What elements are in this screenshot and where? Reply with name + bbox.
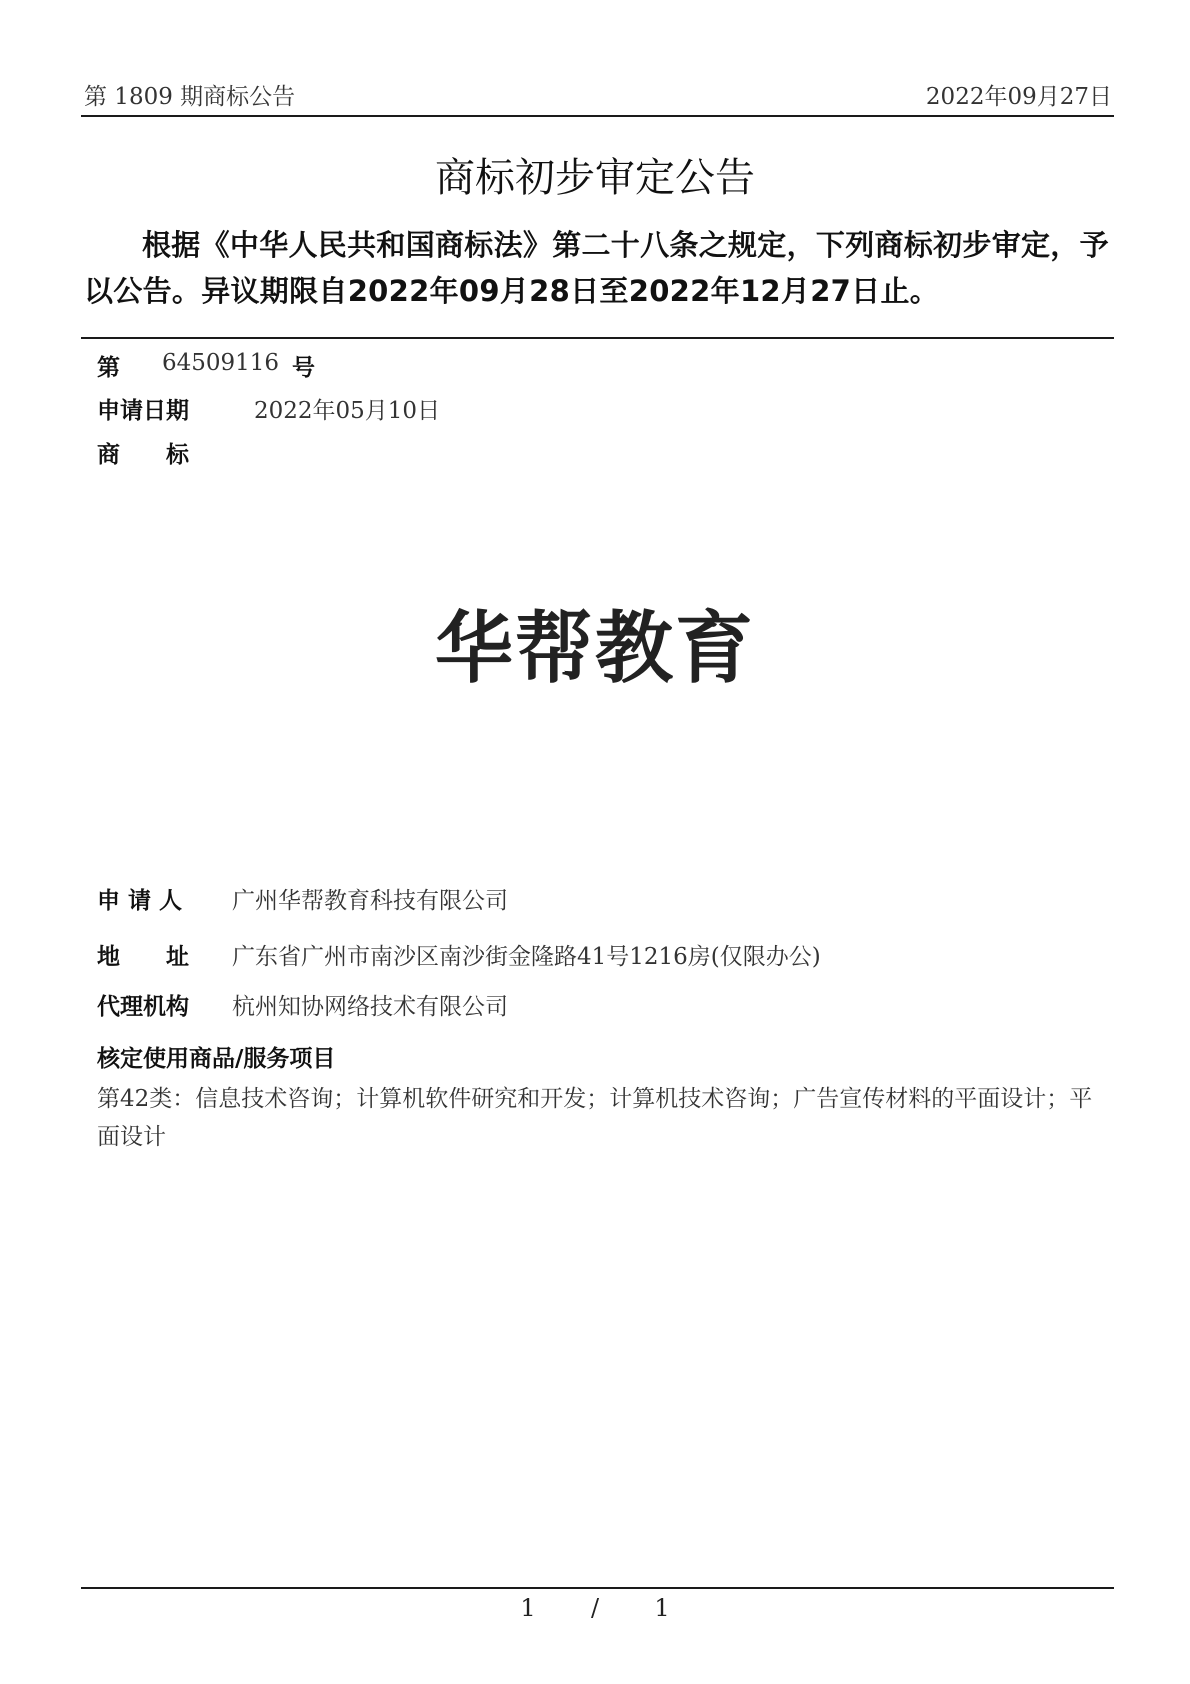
publication-date: 2022年09月27日 (925, 84, 1112, 110)
current-page: 1 (520, 1594, 536, 1622)
announcement-intro: 根据《中华人民共和国商标法》第二十八条之规定，下列商标初步审定，予以公告。异议期限自2022年09月28日至2022年12月27日止。 (84, 228, 1109, 308)
registration-number: 64509116 (162, 350, 280, 376)
header-divider (81, 115, 1114, 117)
applicant-label: 申 请 人 (97, 888, 183, 914)
number-prefix: 第 (97, 355, 120, 381)
address-label: 地 址 (97, 944, 189, 970)
total-pages: 1 (654, 1594, 670, 1622)
page-separator: / (590, 1594, 600, 1622)
goods-services-list: 第42类：信息技术咨询；计算机软件研究和开发；计算机技术咨询；广告宣传材料的平面设计；平面设计 (97, 1086, 1093, 1150)
page-title: 商标初步审定公告 (435, 155, 755, 201)
applicant-name: 广州华帮教育科技有限公司 (232, 888, 508, 914)
goods-services-label: 核定使用商品/服务项目 (97, 1046, 336, 1072)
agent-name: 杭州知协网络技术有限公司 (232, 994, 508, 1020)
footer-divider (81, 1587, 1114, 1589)
intro-divider (81, 337, 1114, 339)
applicant-address: 广东省广州市南沙区南沙街金隆路41号1216房(仅限办公) (232, 944, 821, 970)
application-date-label: 申请日期 (97, 398, 189, 424)
issue-number: 第 1809 期商标公告 (84, 84, 296, 110)
number-suffix: 号 (292, 355, 315, 381)
application-date: 2022年05月10日 (254, 398, 441, 424)
page-indicator (0, 1594, 1190, 1622)
trademark-label: 商 标 (97, 442, 189, 468)
trademark-logo: 华帮教育 (434, 604, 755, 694)
agent-label: 代理机构 (97, 994, 189, 1020)
